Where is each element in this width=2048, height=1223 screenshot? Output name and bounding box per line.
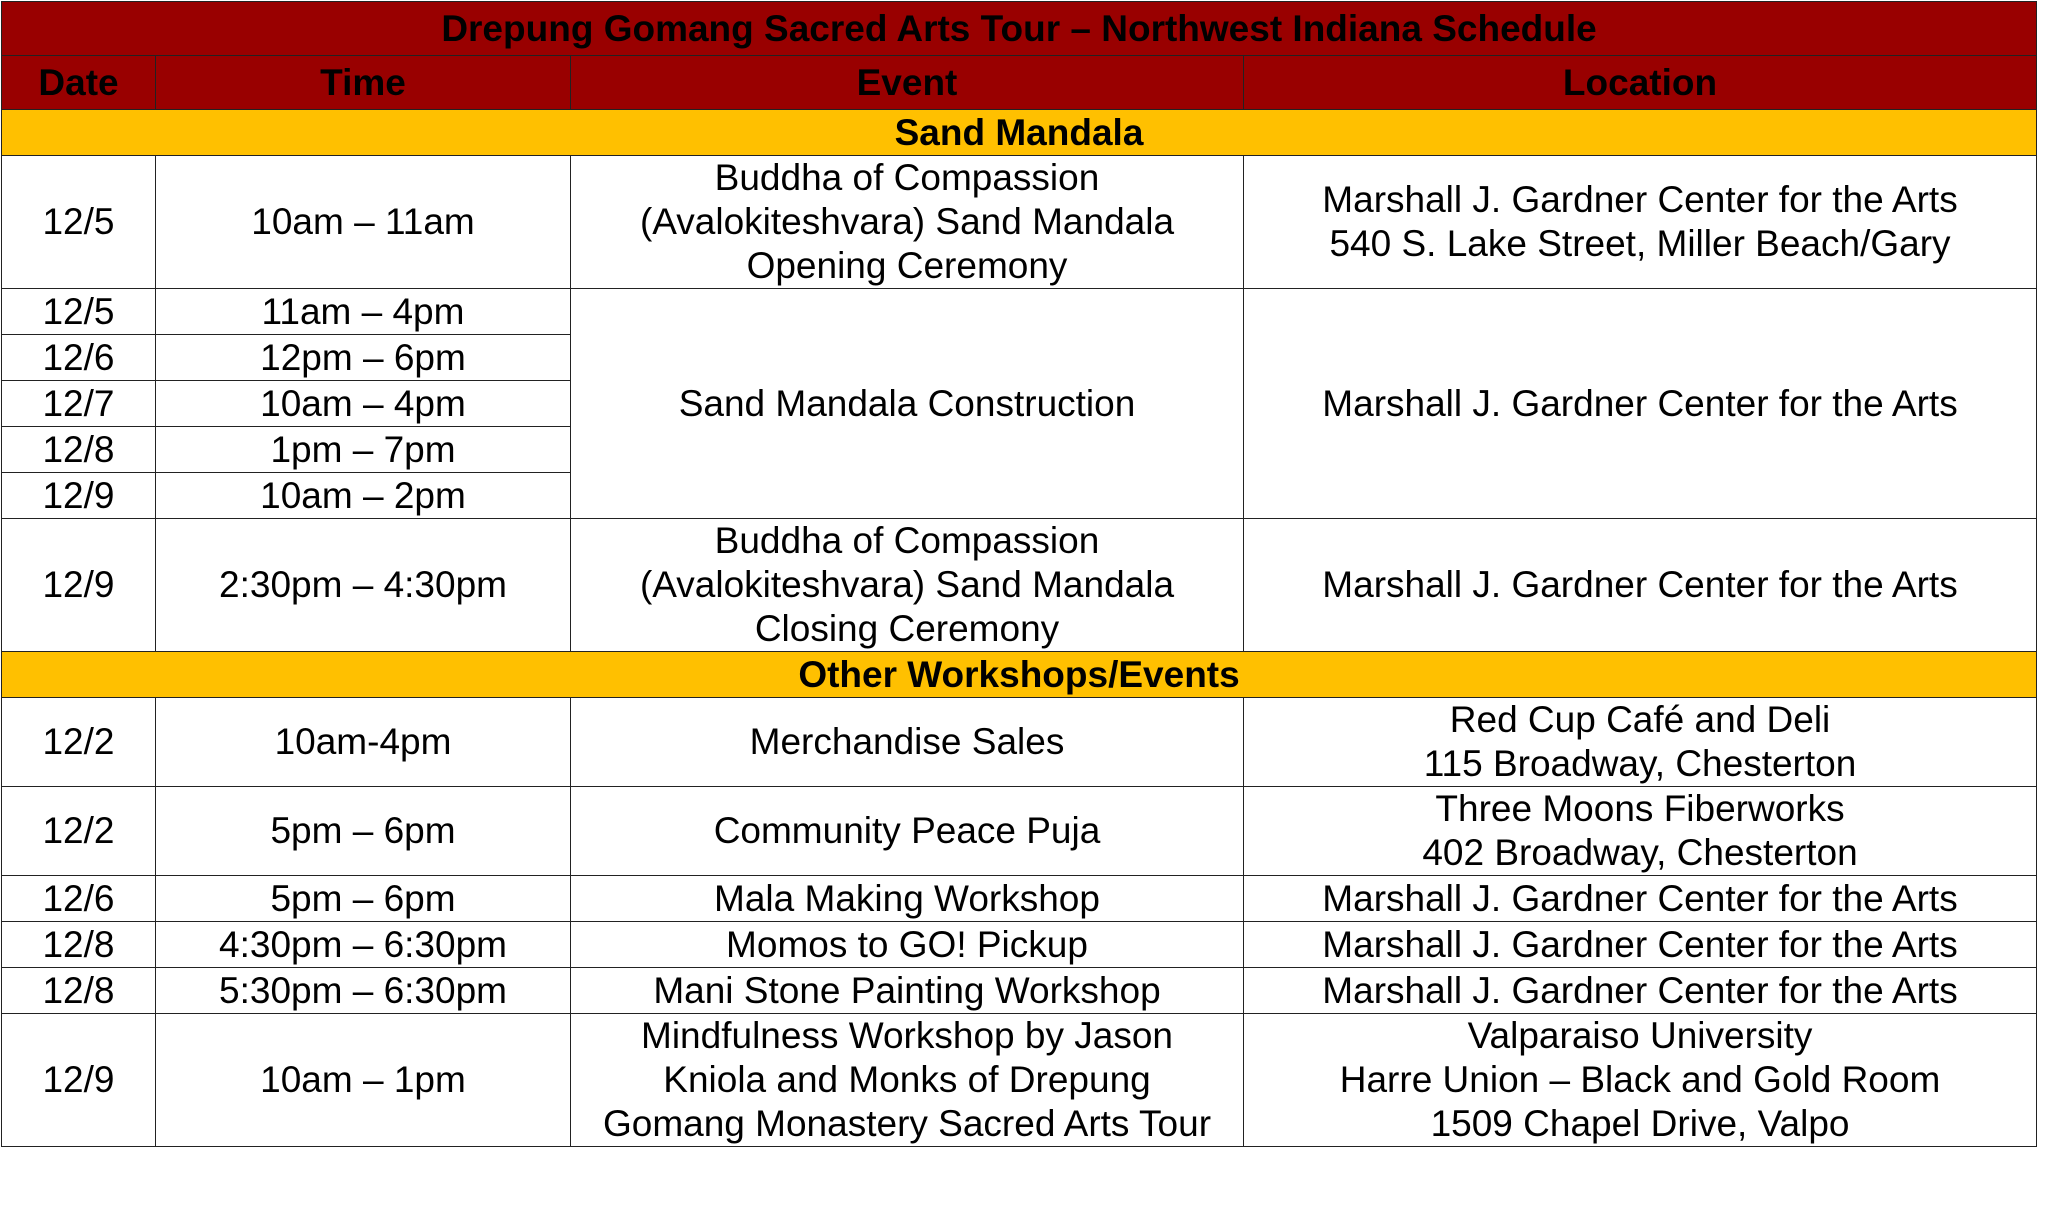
table-row (2, 1014, 2037, 1147)
location-line: Harre Union – Black and Gold Room (1339, 1059, 1941, 1100)
event-line: (Avalokiteshvara) Sand Mandala (639, 201, 1175, 242)
location-line: 1509 Chapel Drive, Valpo (1430, 1103, 1850, 1144)
event-line: Gomang Monastery Sacred Arts Tour (602, 1103, 1212, 1144)
table-row-construction (2, 289, 2037, 335)
event-cell (571, 519, 1244, 652)
time-header: Time (156, 56, 571, 110)
time-cell: 10am – 11am (156, 156, 571, 289)
time-cell: 5pm – 6pm (156, 876, 571, 922)
date-cell: 12/2 (2, 698, 156, 787)
event-line: Opening Ceremony (746, 245, 1068, 286)
schedule-title: Drepung Gomang Sacred Arts Tour – Northwest Indiana Schedule (2, 2, 2037, 56)
event-cell (571, 1014, 1244, 1147)
event-header: Event (571, 56, 1244, 110)
time-cell: 5:30pm – 6:30pm (156, 968, 571, 1014)
event-cell: Momos to GO! Pickup (571, 922, 1244, 968)
event-cell: Community Peace Puja (571, 787, 1244, 876)
location-cell: Marshall J. Gardner Center for the Arts (1244, 519, 2037, 652)
schedule-table (1, 1, 2037, 1147)
location-line: 115 Broadway, Chesterton (1423, 743, 1857, 784)
event-line: Kniola and Monks of Drepung (663, 1059, 1151, 1100)
date-cell: 12/6 (2, 335, 156, 381)
date-cell: 12/5 (2, 289, 156, 335)
date-header: Date (2, 56, 156, 110)
location-cell: Marshall J. Gardner Center for the Arts (1244, 968, 2037, 1014)
location-cell (1244, 156, 2037, 289)
location-line: Marshall J. Gardner Center for the Arts (1322, 179, 1958, 220)
event-cell: Merchandise Sales (571, 698, 1244, 787)
time-cell: 5pm – 6pm (156, 787, 571, 876)
date-cell: 12/6 (2, 876, 156, 922)
time-cell: 12pm – 6pm (156, 335, 571, 381)
time-cell: 10am – 2pm (156, 473, 571, 519)
section-title-sand-mandala: Sand Mandala (2, 110, 2037, 156)
table-row (2, 876, 2037, 922)
table-row (2, 968, 2037, 1014)
date-cell: 12/2 (2, 787, 156, 876)
event-line: Buddha of Compassion (714, 157, 1100, 198)
location-cell (1244, 787, 2037, 876)
section-row-sand-mandala (2, 110, 2037, 156)
date-cell: 12/9 (2, 473, 156, 519)
date-cell: 12/7 (2, 381, 156, 427)
location-cell: Marshall J. Gardner Center for the Arts (1244, 922, 2037, 968)
header-row (2, 56, 2037, 110)
date-cell: 12/8 (2, 922, 156, 968)
date-cell: 12/9 (2, 1014, 156, 1147)
time-cell: 11am – 4pm (156, 289, 571, 335)
time-cell: 4:30pm – 6:30pm (156, 922, 571, 968)
title-row (2, 2, 2037, 56)
event-cell (571, 156, 1244, 289)
date-cell: 12/9 (2, 519, 156, 652)
location-line: Red Cup Café and Deli (1449, 699, 1831, 740)
event-line: Closing Ceremony (754, 608, 1060, 649)
location-line: 540 S. Lake Street, Miller Beach/Gary (1329, 223, 1951, 264)
location-cell (1244, 698, 2037, 787)
event-line: Mindfulness Workshop by Jason (641, 1015, 1173, 1056)
date-cell: 12/8 (2, 968, 156, 1014)
section-row-other (2, 652, 2037, 698)
time-cell: 2:30pm – 4:30pm (156, 519, 571, 652)
event-line: Buddha of Compassion (714, 520, 1100, 561)
location-cell: Marshall J. Gardner Center for the Arts (1244, 876, 2037, 922)
location-header: Location (1244, 56, 2037, 110)
time-cell: 10am-4pm (156, 698, 571, 787)
table-row (2, 787, 2037, 876)
time-cell: 1pm – 7pm (156, 427, 571, 473)
location-cell-construction: Marshall J. Gardner Center for the Arts (1244, 289, 2037, 519)
location-line: Valparaiso University (1467, 1015, 1813, 1056)
date-cell: 12/5 (2, 156, 156, 289)
location-line: 402 Broadway, Chesterton (1422, 832, 1858, 873)
table-row (2, 922, 2037, 968)
date-cell: 12/8 (2, 427, 156, 473)
time-cell: 10am – 1pm (156, 1014, 571, 1147)
location-cell (1244, 1014, 2037, 1147)
event-cell-construction: Sand Mandala Construction (571, 289, 1244, 519)
event-cell: Mala Making Workshop (571, 876, 1244, 922)
event-cell: Mani Stone Painting Workshop (571, 968, 1244, 1014)
table-row-closing (2, 519, 2037, 652)
event-line: (Avalokiteshvara) Sand Mandala (639, 564, 1175, 605)
section-title-other: Other Workshops/Events (2, 652, 2037, 698)
time-cell: 10am – 4pm (156, 381, 571, 427)
table-row-opening (2, 156, 2037, 289)
table-row (2, 698, 2037, 787)
location-line: Three Moons Fiberworks (1435, 788, 1845, 829)
